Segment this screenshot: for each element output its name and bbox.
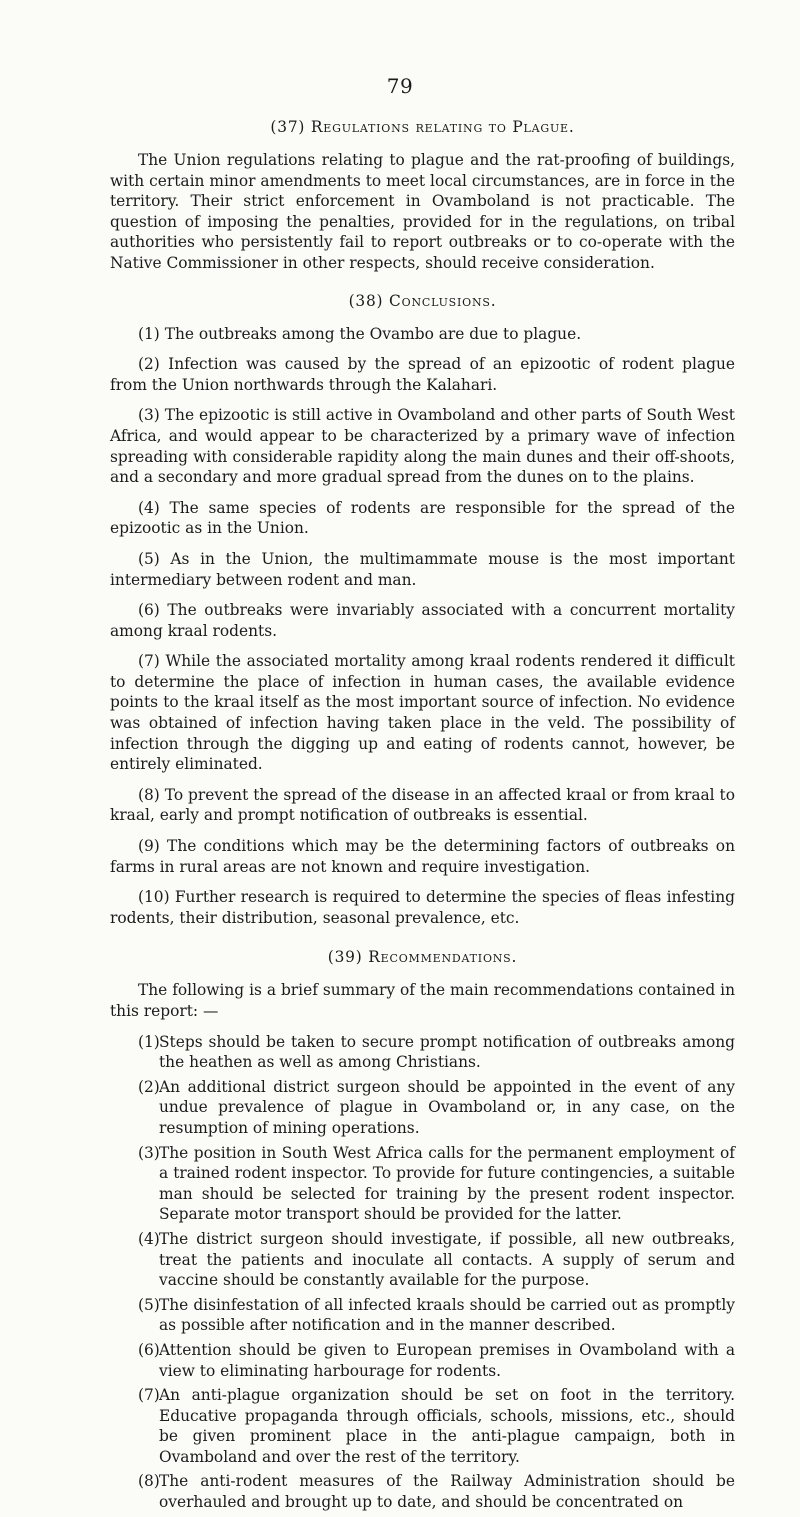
recommendation-text: An additional district surgeon should be appointed in the event of any undue prevalence of plague in Ovamboland or, in any case, on the resumption of mining operations. [159,1077,735,1137]
recommendation-number: (3) [138,1143,160,1162]
conclusion-item: (3) The epizootic is still active in Ovamboland and other parts of South West Africa, and would appear to be characterized by a primary wave of infection spreading with considerable rapidity along the main dunes and their off-shoots, and a secondary and more gradual spread from the dunes on to the plains. [110,406,735,487]
section-39-heading: (39) Recommendations. [327,948,518,967]
recommendation-item [110,1077,735,1139]
recommendation-item [110,1229,735,1291]
recommendations-intro: The following is a brief summary of the main recommendations contained in this report: — [110,981,735,1020]
recommendation-item [110,1295,735,1336]
recommendation-text: The anti-rodent measures of the Railway Administration should be overhauled and brought up to date, and should be concentrated on [159,1472,735,1512]
recommendation-text: Steps should be taken to secure prompt notification of outbreaks among the heathen as well as among Christians. [159,1032,735,1072]
conclusion-item: (4) The same species of rodents are responsible for the spread of the epizootic as in the Union. [110,498,735,538]
page-content [110,118,735,1517]
recommendation-item [110,1471,735,1512]
section-37-heading: (37) Regulations relating to Plague. [270,118,575,136]
recommendation-item [110,1385,735,1467]
conclusion-item: (10) Further research is required to determine the species of fleas infesting rodents, their distribution, seasonal prevalence, etc. [110,888,735,927]
recommendation-number: (2) [138,1077,160,1096]
recommendation-number: (1) [138,1032,160,1051]
conclusion-item: (1) The outbreaks among the Ovambo are due to plague. [138,324,582,343]
conclusion-item: (5) As in the Union, the multimammate mouse is the most important intermediary between rodent and man. [110,549,735,589]
conclusion-item: (2) Infection was caused by the spread of an epizootic of rodent plague from the Union northwards through the Kalahari. [110,355,735,394]
recommendation-text: The district surgeon should investigate, if possible, all new outbreaks, treat the patients and inoculate all contacts. A supply of serum and vaccine should be constantly available for the purpose. [159,1229,735,1290]
section-38-heading: (38) Conclusions. [348,291,497,310]
recommendation-number: (6) [138,1340,160,1359]
recommendation-item [110,1032,735,1073]
recommendation-text: The disinfestation of all infected kraals should be carried out as promptly as possible after notification and in the manner described. [159,1295,735,1335]
recommendation-number: (4) [138,1229,160,1248]
page-number: 79 [386,74,414,98]
section-37-paragraph: The Union regulations relating to plague and the rat-proofing of buildings, with certain minor amendments to meet local circumstances, are in force in the territory. Their strict enforcement in Ovamboland is not practicable. The question of imposing the penalties, provided for in the regulations, on tribal authorities who persistently fail to report outbreaks or to co-operate with the Native Commissioner in other respects, should receive consideration. [110,151,735,272]
recommendation-number: (8) [138,1472,160,1491]
conclusion-item: (8) To prevent the spread of the disease in an affected kraal or from kraal to kraal, early and prompt notification of outbreaks is essential. [110,785,735,825]
conclusion-item: (9) The conditions which may be the determining factors of outbreaks on farms in rural areas are not known and require investigation. [110,837,735,876]
recommendation-text: The position in South West Africa calls for the permanent employment of a trained rodent inspector. To provide for future contingencies, a suitable man should be selected for training by the present rodent inspector. Separate motor transport should be provided for the latter. [159,1143,735,1224]
recommendation-text: An anti-plague organization should be set on foot in the territory. Educative propaganda through officials, schools, missions, etc., should be given prominent place in the anti-plague campaign, both in Ovamboland and over the rest of the territory. [159,1386,735,1466]
recommendation-item [110,1143,735,1225]
recommendation-item [110,1340,735,1381]
recommendation-number: (7) [138,1386,160,1405]
recommendation-number: (5) [138,1295,160,1314]
recommendation-text: Attention should be given to European premises in Ovamboland with a view to eliminating harbourage for rodents. [159,1340,735,1380]
conclusion-item: (7) While the associated mortality among kraal rodents rendered it difficult to determine the place of infection in human cases, the available evidence points to the kraal itself as the most important source of infection. No evidence was obtained of infection having taken place in the veld. The possibility of infection through the digging up and eating of rodents cannot, however, be entirely eliminated. [110,652,735,774]
conclusion-item: (6) The outbreaks were invariably associated with a concurrent mortality among kraal rodents. [110,601,735,640]
